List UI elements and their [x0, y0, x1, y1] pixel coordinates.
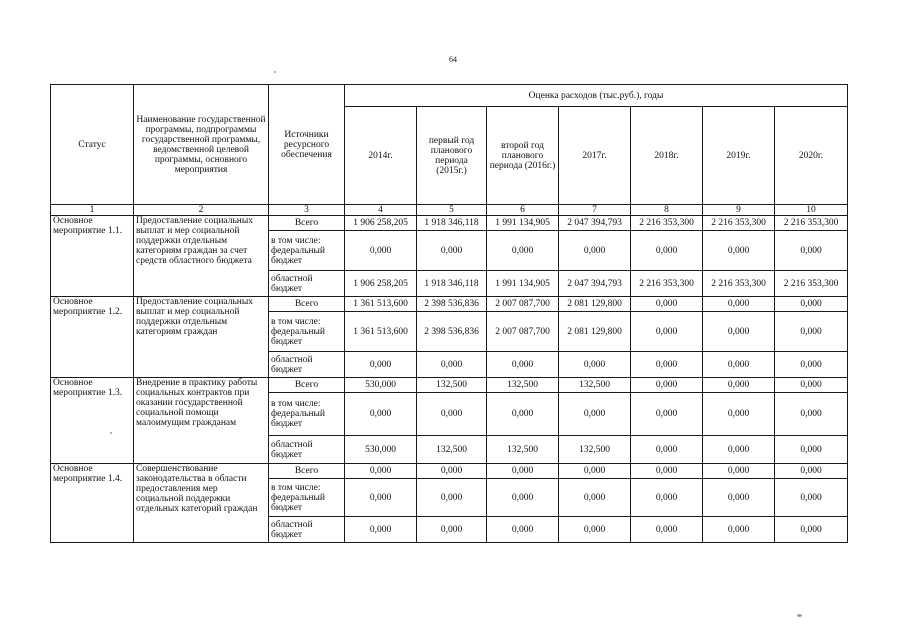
value-cell: 0,000 — [345, 464, 417, 479]
value-cell: 0,000 — [703, 436, 775, 464]
value-cell: 2 047 394,793 — [559, 216, 631, 231]
row-program-name: Совершенствование законодательства в области предоставления мер социальной поддержки отдельных категорий граждан — [134, 464, 269, 543]
value-cell: 0,000 — [631, 436, 703, 464]
value-cell: 0,000 — [559, 479, 631, 517]
header-program-name: Наименование государственной программы, подпрограммы государственной программы, ведомственной целевой программы, основного мероприятия — [134, 85, 269, 205]
table-body — [51, 216, 848, 543]
value-cell: 0,000 — [345, 393, 417, 436]
header-year-2015: первый год планового периода (2015г.) — [417, 107, 487, 205]
value-cell: 0,000 — [703, 231, 775, 271]
value-cell: 132,500 — [417, 378, 487, 393]
source-federal: в том числе: федеральный бюджет — [269, 479, 345, 517]
value-cell: 1 906 258,205 — [345, 216, 417, 231]
row-status: Основное мероприятие 1.4. — [51, 464, 134, 543]
header-sources: Источники ресурсного обеспечения — [269, 85, 345, 205]
value-cell: 132,500 — [487, 436, 559, 464]
table-row — [51, 464, 848, 479]
page-number: 64 — [449, 55, 457, 64]
value-cell: 0,000 — [703, 517, 775, 543]
value-cell: 0,000 — [345, 352, 417, 378]
source-federal: в том числе: федеральный бюджет — [269, 312, 345, 352]
value-cell: 0,000 — [631, 231, 703, 271]
value-cell: 0,000 — [631, 352, 703, 378]
value-cell: 1 361 513,600 — [345, 297, 417, 312]
value-cell: 2 216 353,300 — [775, 216, 848, 231]
value-cell: 0,000 — [631, 378, 703, 393]
value-cell: 2 007 087,700 — [487, 312, 559, 352]
column-number-row — [51, 205, 848, 216]
column-number: 5 — [417, 205, 487, 216]
value-cell: 530,000 — [345, 436, 417, 464]
value-cell: 0,000 — [487, 479, 559, 517]
value-cell: 2 216 353,300 — [703, 271, 775, 297]
value-cell: 2 047 394,793 — [559, 271, 631, 297]
column-number: 1 — [51, 205, 134, 216]
value-cell: 0,000 — [703, 297, 775, 312]
source-regional: областной бюджет — [269, 352, 345, 378]
value-cell: 0,000 — [631, 479, 703, 517]
value-cell: 0,000 — [559, 352, 631, 378]
source-federal: в том числе: федеральный бюджет — [269, 393, 345, 436]
value-cell: 1 918 346,118 — [417, 271, 487, 297]
value-cell: 2 081 129,800 — [559, 297, 631, 312]
value-cell: 0,000 — [417, 464, 487, 479]
value-cell: 0,000 — [487, 352, 559, 378]
scan-speck — [274, 71, 276, 73]
value-cell: 2 007 087,700 — [487, 297, 559, 312]
column-number: 2 — [134, 205, 269, 216]
source-regional: областной бюджет — [269, 271, 345, 297]
value-cell: 2 216 353,300 — [631, 271, 703, 297]
value-cell: 0,000 — [703, 352, 775, 378]
value-cell: 2 081 129,800 — [559, 312, 631, 352]
source-federal: в том числе: федеральный бюджет — [269, 231, 345, 271]
source-total: Всего — [269, 297, 345, 312]
value-cell: 0,000 — [703, 393, 775, 436]
column-number: 8 — [631, 205, 703, 216]
value-cell: 0,000 — [487, 517, 559, 543]
column-number: 10 — [775, 205, 848, 216]
value-cell: 0,000 — [417, 352, 487, 378]
table-row — [51, 378, 848, 393]
column-number: 3 — [269, 205, 345, 216]
table-row — [51, 216, 848, 231]
column-number: 4 — [345, 205, 417, 216]
value-cell: 0,000 — [703, 378, 775, 393]
header-year-2020: 2020г. — [775, 107, 848, 205]
value-cell: 0,000 — [703, 312, 775, 352]
row-program-name: Внедрение в практику работы социальных контрактов при оказании государственной социальной помощи малоимущим гражданам — [134, 378, 269, 464]
value-cell: 1 991 134,905 — [487, 216, 559, 231]
value-cell: 132,500 — [559, 436, 631, 464]
source-total: Всего — [269, 378, 345, 393]
value-cell: 0,000 — [631, 312, 703, 352]
value-cell: 132,500 — [417, 436, 487, 464]
row-status: Основное мероприятие 1.1. — [51, 216, 134, 297]
row-status: Основное мероприятие 1.3. — [51, 378, 134, 464]
value-cell: 0,000 — [775, 297, 848, 312]
column-number: 9 — [703, 205, 775, 216]
value-cell: 0,000 — [559, 231, 631, 271]
source-regional: областной бюджет — [269, 517, 345, 543]
value-cell: 530,000 — [345, 378, 417, 393]
value-cell: 2 216 353,300 — [631, 216, 703, 231]
value-cell: 0,000 — [417, 393, 487, 436]
value-cell: 1 918 346,118 — [417, 216, 487, 231]
value-cell: 1 361 513,600 — [345, 312, 417, 352]
header-year-2017: 2017г. — [559, 107, 631, 205]
column-number: 6 — [487, 205, 559, 216]
value-cell: 1 906 258,205 — [345, 271, 417, 297]
value-cell: 0,000 — [775, 393, 848, 436]
row-status: Основное мероприятие 1.2. — [51, 297, 134, 378]
value-cell: 0,000 — [487, 393, 559, 436]
value-cell: 2 216 353,300 — [703, 216, 775, 231]
value-cell: 0,000 — [775, 231, 848, 271]
value-cell: 0,000 — [703, 464, 775, 479]
value-cell: 0,000 — [775, 479, 848, 517]
value-cell: 0,000 — [775, 436, 848, 464]
value-cell: 0,000 — [703, 479, 775, 517]
source-total: Всего — [269, 216, 345, 231]
value-cell: 0,000 — [559, 393, 631, 436]
value-cell: 0,000 — [775, 517, 848, 543]
value-cell: 1 991 134,905 — [487, 271, 559, 297]
value-cell: 0,000 — [559, 517, 631, 543]
header-year-2018: 2018г. — [631, 107, 703, 205]
value-cell: 0,000 — [487, 464, 559, 479]
value-cell: 0,000 — [775, 312, 848, 352]
value-cell: 0,000 — [559, 464, 631, 479]
column-number: 7 — [559, 205, 631, 216]
value-cell: 0,000 — [631, 297, 703, 312]
value-cell: 2 398 536,836 — [417, 312, 487, 352]
scan-speck — [110, 432, 112, 434]
value-cell: 2 398 536,836 — [417, 297, 487, 312]
value-cell: 0,000 — [775, 352, 848, 378]
value-cell: 132,500 — [559, 378, 631, 393]
scan-speck — [797, 614, 802, 617]
row-program-name: Предоставление социальных выплат и мер социальной поддержки отдельным категориям граждан за счет средств областного бюджета — [134, 216, 269, 297]
value-cell: 0,000 — [631, 464, 703, 479]
value-cell: 0,000 — [417, 517, 487, 543]
source-total: Всего — [269, 464, 345, 479]
value-cell: 0,000 — [487, 231, 559, 271]
budget-table — [50, 84, 848, 543]
value-cell: 0,000 — [417, 231, 487, 271]
value-cell: 0,000 — [775, 378, 848, 393]
table-row — [51, 297, 848, 312]
value-cell: 0,000 — [631, 517, 703, 543]
row-program-name: Предоставление социальных выплат и мер социальной поддержки отдельным категориям граждан — [134, 297, 269, 378]
value-cell: 0,000 — [345, 479, 417, 517]
value-cell: 0,000 — [631, 393, 703, 436]
header-year-2016: второй год планового периода (2016г.) — [487, 107, 559, 205]
value-cell: 0,000 — [775, 464, 848, 479]
value-cell: 132,500 — [487, 378, 559, 393]
header-year-2014: 2014г. — [345, 107, 417, 205]
header-expense-estimate: Оценка расходов (тыс.руб.), годы — [345, 85, 848, 107]
value-cell: 0,000 — [345, 517, 417, 543]
source-regional: областной бюджет — [269, 436, 345, 464]
value-cell: 0,000 — [345, 231, 417, 271]
value-cell: 2 216 353,300 — [775, 271, 848, 297]
header-year-2019: 2019г. — [703, 107, 775, 205]
value-cell: 0,000 — [417, 479, 487, 517]
header-status: Статус — [51, 85, 134, 205]
